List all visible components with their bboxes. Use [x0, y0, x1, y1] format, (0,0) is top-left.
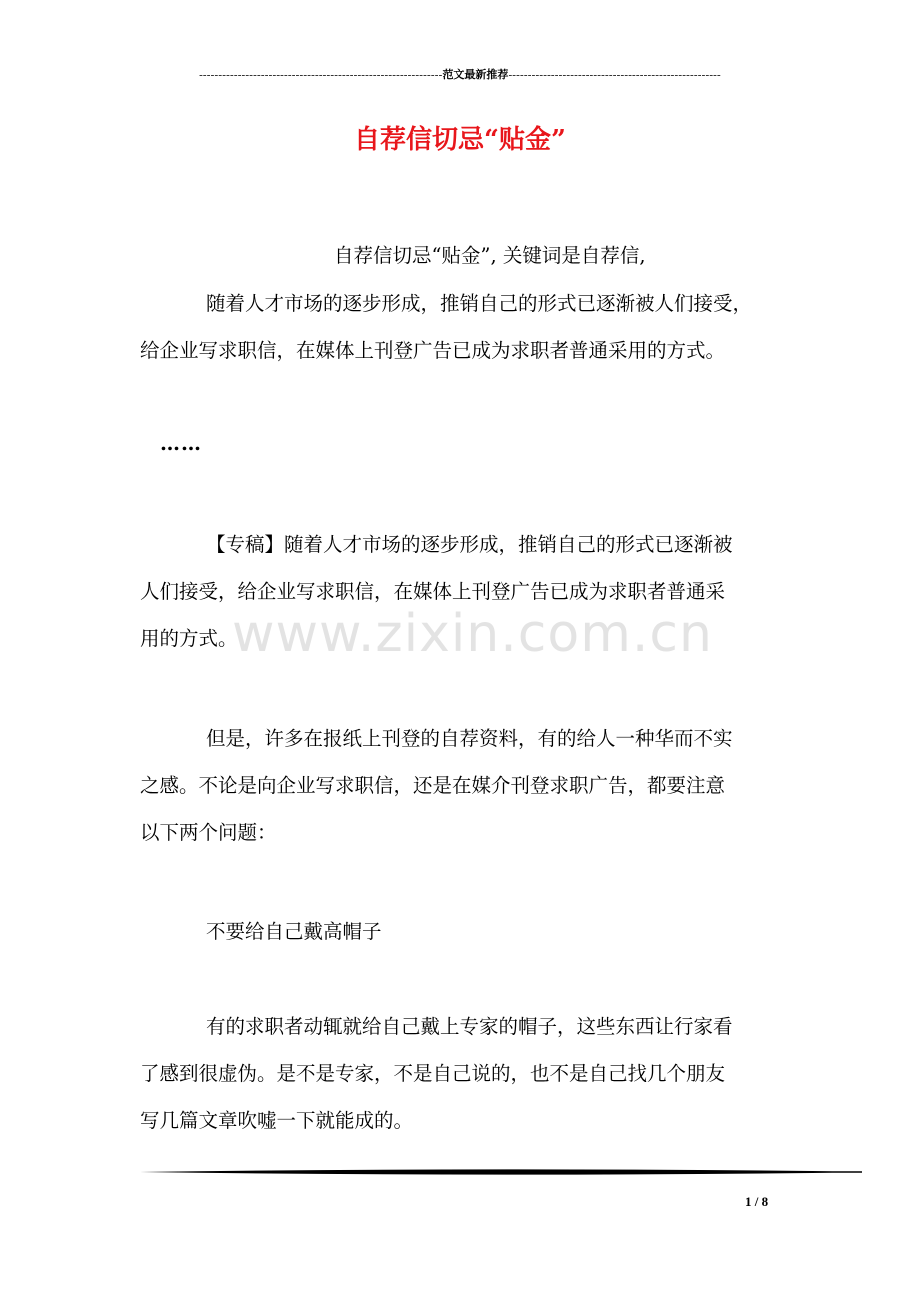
paragraph-2-line: 但是，许多在报纸上刊登的自荐资料，有的给人一种华而不实: [206, 727, 733, 750]
intro-line: 随着人才市场的逐步形成，推销自己的形式已逐渐被人们接受，: [206, 292, 753, 315]
page-number: 1 / 8: [745, 1194, 769, 1209]
footer-rule-shape: [140, 1169, 862, 1174]
watermark: www.zixin.com.cn: [232, 604, 713, 664]
paragraph-1-line: 用的方式。: [140, 627, 238, 650]
footer-rule: [140, 1166, 862, 1178]
header-dashes-right: -------------------------------------------------------: [508, 69, 721, 81]
header-dashes-left: ---------------------------------------------------------------: [199, 69, 443, 81]
paragraph-3: [140, 1003, 810, 1144]
paragraph-3-line: 了感到很虚伪。是不是专家，不是自己说的，也不是自己找几个朋友: [140, 1062, 726, 1085]
heading-text: 不要给自己戴高帽子: [206, 920, 382, 943]
paragraph-2: [140, 715, 810, 856]
page-header: [0, 68, 920, 82]
paragraph-2-line: 之感。不论是向企业写求职信，还是在媒介刊登求职广告，都要注意: [140, 774, 726, 797]
summary-line: 自荐信切忌“贴金”, 关键词是自荐信,: [334, 244, 646, 267]
paragraph-3-line: 有的求职者动辄就给自己戴上专家的帽子，这些东西让行家看: [206, 1015, 733, 1038]
paragraph-1: [140, 521, 810, 662]
header-title: 范文最新推荐: [442, 68, 509, 81]
paragraph-1-line: 【专稿】随着人才市场的逐步形成，推销自己的形式已逐渐被: [206, 533, 733, 556]
paragraph-3-line: 写几篇文章吹嘘一下就能成的。: [140, 1109, 414, 1132]
paragraph-2-line: 以下两个问题：: [140, 821, 277, 844]
ellipsis-mark: ……: [160, 431, 202, 455]
intro-line: 给企业写求职信，在媒体上刊登广告已成为求职者普通采用的方式。: [140, 339, 726, 362]
document-title: 自荐信切忌“贴金”: [354, 125, 566, 155]
section-heading: [140, 908, 810, 955]
intro-paragraph: [140, 280, 810, 374]
paragraph-1-line: 人们接受，给企业写求职信，在媒体上刊登广告已成为求职者普通采: [140, 580, 726, 603]
